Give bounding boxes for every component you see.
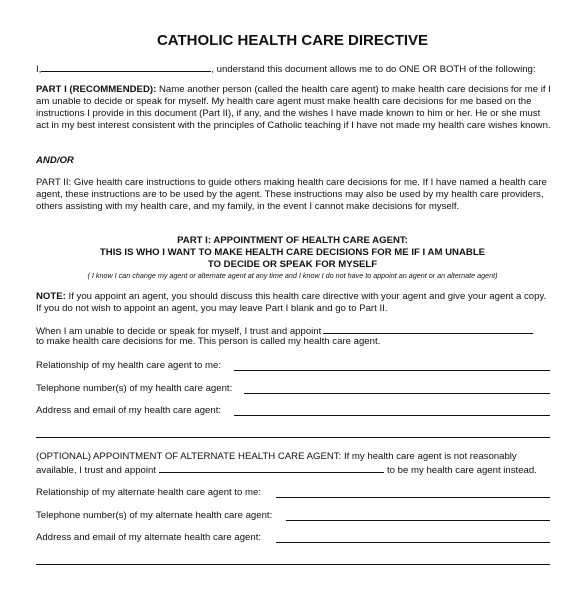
- alt-relationship-label: Relationship of my alternate health care agent to me:: [36, 487, 262, 498]
- alternate-name-blank[interactable]: [159, 463, 384, 473]
- section-heading-note: ( I know I can change my agent or alternate agent at any time and I know I do not have to appoint an agent or an alternate agent): [87, 271, 498, 280]
- section-heading-line3: TO DECIDE OR SPEAK FOR MYSELF: [207, 259, 378, 270]
- address-field-continued[interactable]: [36, 437, 550, 438]
- telephone-field[interactable]: [244, 393, 550, 394]
- address-field[interactable]: [234, 415, 550, 416]
- agent-name-blank[interactable]: [323, 324, 533, 334]
- optional-line1: (OPTIONAL) APPOINTMENT OF ALTERNATE HEALTH CARE AGENT: If my health care agent is not reasonably: [36, 451, 517, 462]
- alt-address-label: Address and email of my alternate health care agent:: [36, 532, 262, 543]
- and-or-label: AND/OR: [36, 155, 74, 166]
- relationship-label: Relationship of my health care agent to me:: [36, 360, 222, 371]
- optional-text-a: available, I trust and appoint: [36, 465, 157, 476]
- part2-paragraph: PART II: Give health care instructions to guide others making health care decisions for me. If I have named a health care agent, these instructions are to be used by the agent. These instructions may also be used by my health care providers, others assisting with my health care, and my family, in the event I cannot make decisions for myself.: [36, 177, 547, 212]
- appoint-line2: to make health care decisions for me. This person is called my health care agent.: [36, 336, 381, 347]
- address-label: Address and email of my health care agent:: [36, 405, 222, 416]
- name-blank[interactable]: [41, 62, 211, 72]
- section-heading-line1: PART I: APPOINTMENT OF HEALTH CARE AGENT:: [177, 235, 408, 246]
- part1-label: PART I (RECOMMENDED):: [36, 84, 157, 95]
- optional-text-b: to be my health care agent instead.: [387, 465, 537, 476]
- telephone-label: Telephone number(s) of my health care agent:: [36, 383, 233, 394]
- intro-rest: , understand this document allows me to do ONE OR BOTH of the following:: [211, 64, 536, 75]
- intro-lead: I,: [36, 64, 42, 75]
- alt-address-field-continued[interactable]: [36, 564, 550, 565]
- appoint-text-1: When I am unable to decide or speak for myself, I trust and appoint: [36, 326, 322, 337]
- document-title: CATHOLIC HEALTH CARE DIRECTIVE: [156, 32, 429, 49]
- alt-telephone-field[interactable]: [286, 520, 550, 521]
- part1-text: Name another person (called the health care agent) to make health care decisions for me if I am unable to decide or speak for myself. My health care agent must make health care decisions for me based on the instructions I provide in this document (Part II), if any, and the wishes I have made known to him or her. He or she must act in my best interest consistent with the principles of Catholic teaching if I have not made my health care wishes known.: [36, 84, 551, 131]
- relationship-field[interactable]: [234, 370, 550, 371]
- note-label: NOTE:: [36, 291, 66, 302]
- intro-line: [36, 62, 536, 76]
- note-paragraph: [36, 291, 551, 315]
- alt-telephone-label: Telephone number(s) of my alternate health care agent:: [36, 510, 273, 521]
- alt-address-field[interactable]: [276, 542, 550, 543]
- optional-line2: [36, 463, 537, 477]
- part1-paragraph: [36, 84, 551, 132]
- note-text: If you appoint an agent, you should discuss this health care directive with your agent and give your agent a copy. If you do not wish to appoint an agent, you may leave Part I blank and go to Part II.: [36, 291, 547, 314]
- section-heading-line2: THIS IS WHO I WANT TO MAKE HEALTH CARE DECISIONS FOR ME IF I AM UNABLE: [99, 247, 486, 258]
- alt-relationship-field[interactable]: [276, 497, 550, 498]
